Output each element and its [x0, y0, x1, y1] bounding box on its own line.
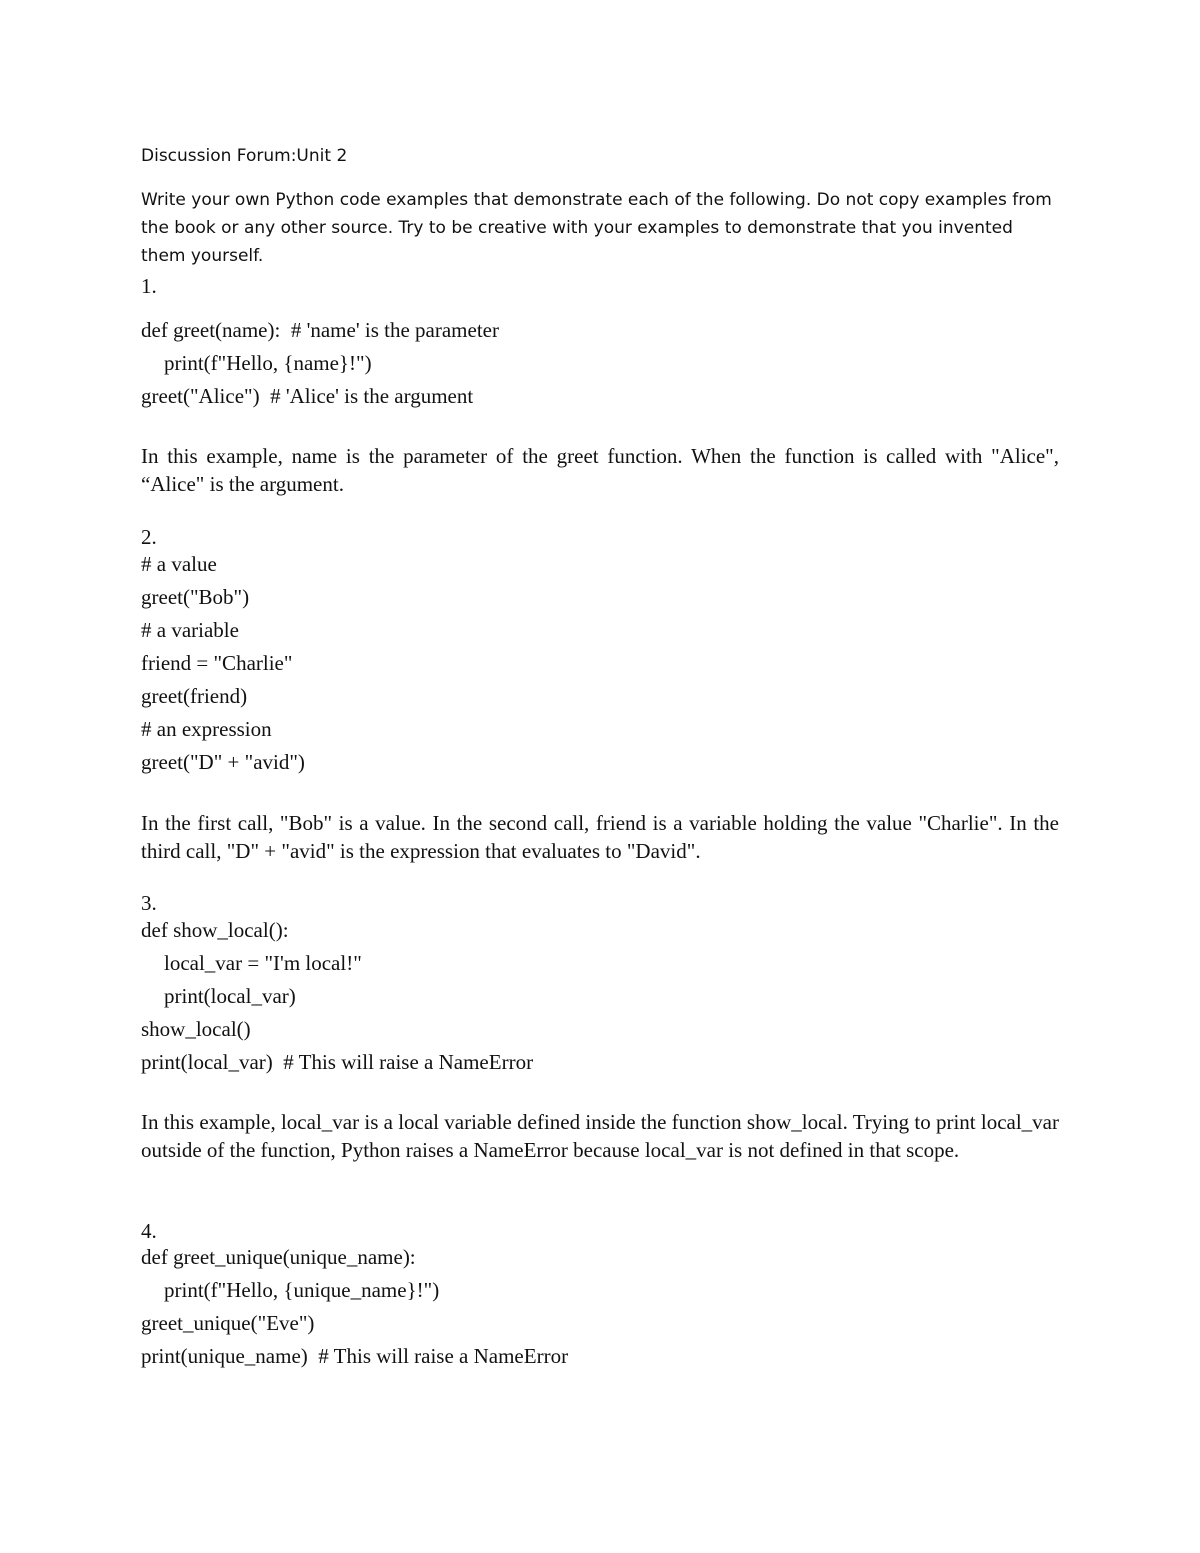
section-3-explanation: In this example, local_var is a local variable defined inside the function show_local. Trying to print local_var outside of the function, Python raises a NameError because local_var is not defined in that scope.: [141, 1110, 1059, 1162]
code-line: greet("D" + "avid"): [141, 750, 305, 774]
code-line: friend = "Charlie": [141, 651, 293, 675]
code-line: greet("Alice") # 'Alice' is the argument: [141, 384, 474, 408]
code-line: # a value: [141, 552, 217, 576]
code-line: show_local(): [141, 1017, 251, 1041]
code-line: # a variable: [141, 618, 239, 642]
section-1-number: 1.: [141, 274, 157, 298]
code-line: def show_local():: [141, 918, 289, 942]
section-1-explanation: In this example, name is the parameter of the greet function. When the function is called with "Alice", “Alice" is the argument.: [141, 444, 1059, 496]
section-2-explanation: In the first call, "Bob" is a value. In the second call, friend is a variable holding the value "Charlie". In the third call, "D" + "avid" is the expression that evaluates to "David".: [141, 811, 1059, 863]
code-line: print(f"Hello, {name}!"): [164, 351, 372, 375]
code-line: greet(friend): [141, 684, 248, 708]
code-line: print(f"Hello, {unique_name}!"): [164, 1278, 440, 1302]
code-line: print(local_var): [164, 984, 296, 1008]
code-line: # an expression: [141, 717, 272, 741]
code-line: print(local_var) # This will raise a NameError: [141, 1050, 534, 1074]
code-line: greet_unique("Eve"): [141, 1311, 315, 1335]
code-line: def greet_unique(unique_name):: [141, 1245, 416, 1269]
code-line: local_var = "I'm local!": [164, 951, 362, 975]
code-line: print(unique_name) # This will raise a NameError: [141, 1344, 569, 1368]
section-3-number: 3.: [141, 891, 157, 915]
assignment-instructions: Write your own Python code examples that demonstrate each of the following. Do not copy examples from the book or any other source. Try to be creative with your examples to demonstrate that you invented them yourself.: [141, 190, 1052, 266]
code-line: greet("Bob"): [141, 585, 250, 609]
document-title: Discussion Forum:Unit 2: [141, 146, 348, 166]
section-4-number: 4.: [141, 1219, 157, 1243]
code-line: def greet(name): # 'name' is the parameter: [141, 318, 499, 342]
section-2-number: 2.: [141, 525, 157, 549]
